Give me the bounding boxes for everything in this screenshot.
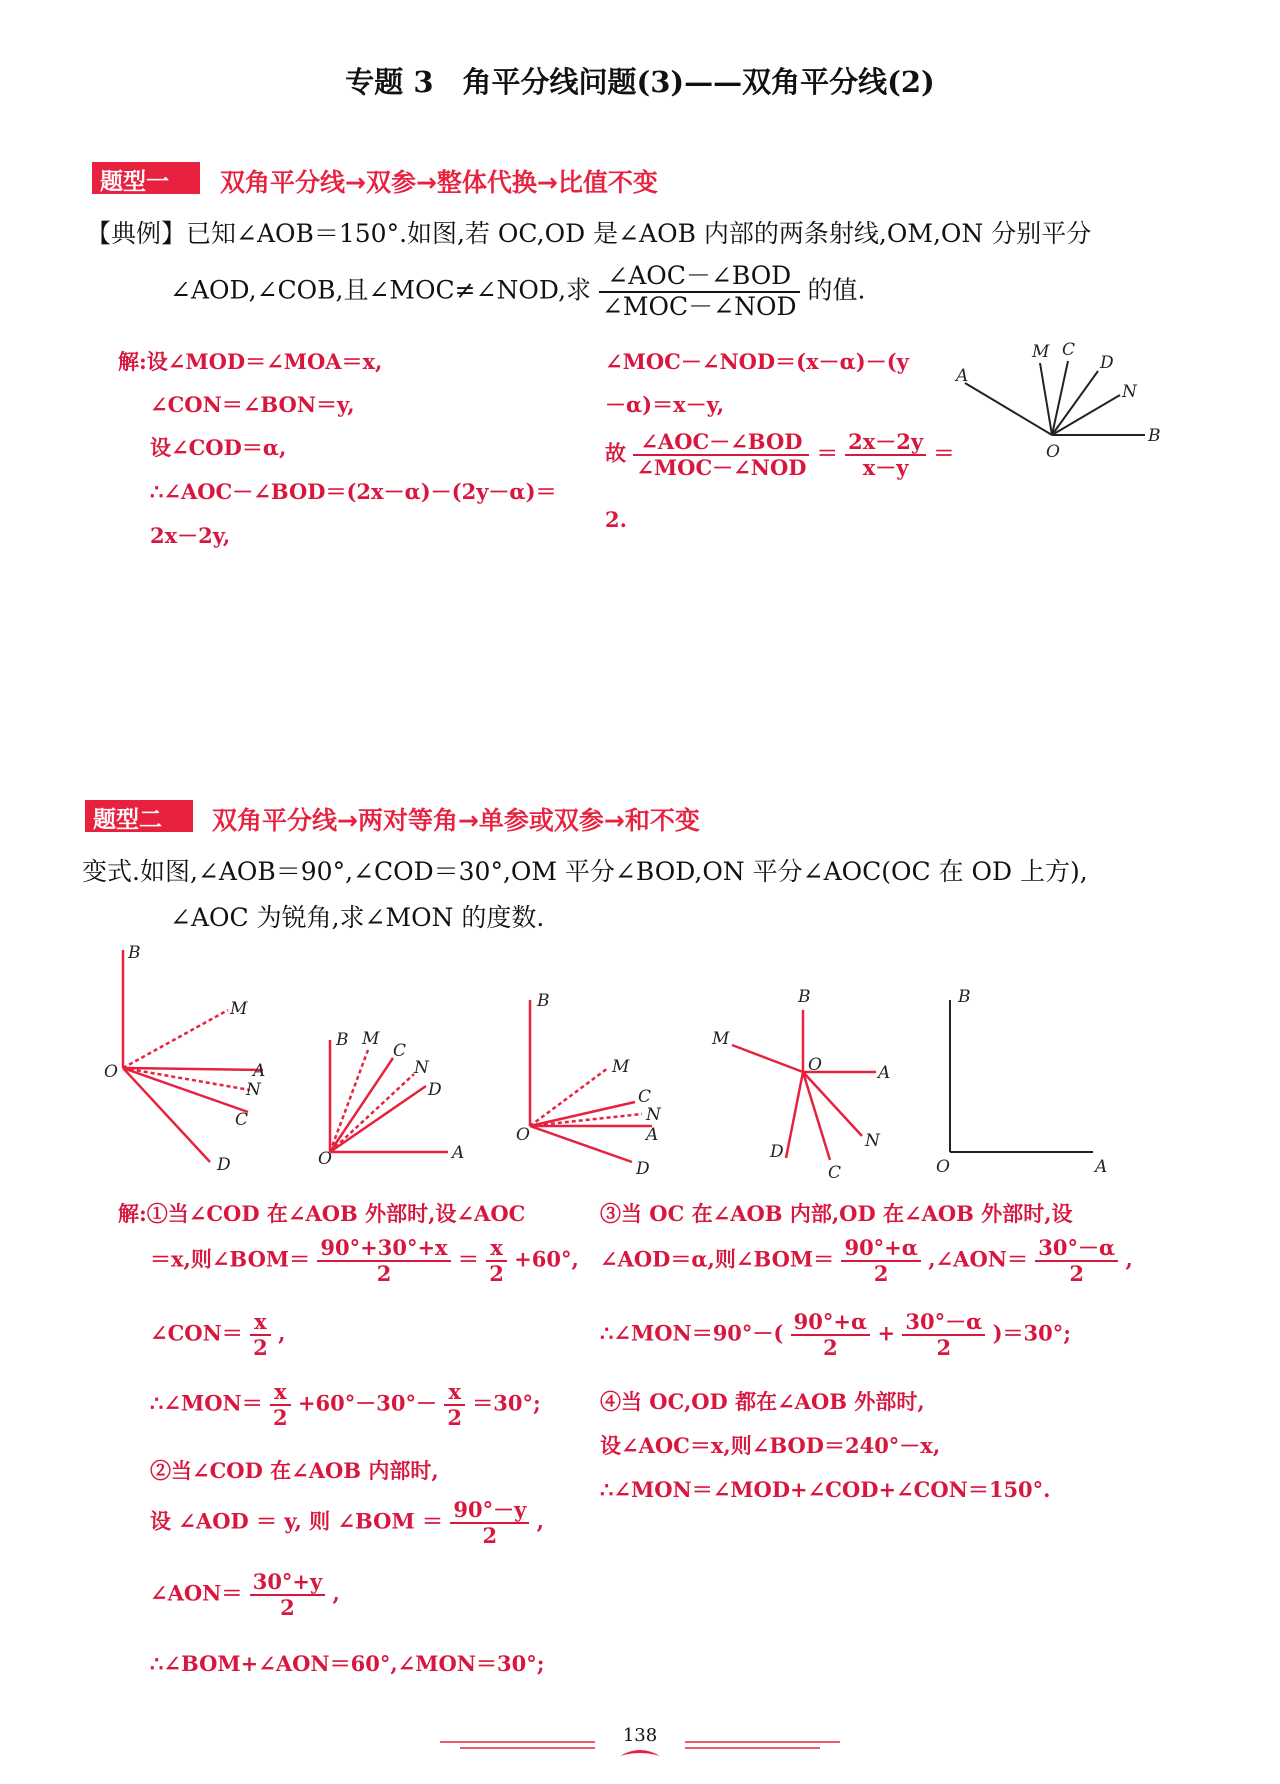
type2-sol-left-2 [150,1236,579,1286]
type1-problem-line2-post: 的值. [807,275,866,305]
fraction-denominator: 2 [280,1595,295,1621]
fraction-numerator: ∠AOC－∠BOD [599,262,800,293]
label-b: B [336,1030,349,1050]
ray-om [732,1045,803,1072]
fraction [450,1498,529,1548]
fraction-denominator: 2 [489,1261,504,1287]
fraction-denominator: x－y [862,455,909,481]
type1-problem-fraction [599,262,800,322]
text: 设 ∠AOD ＝ y, 则 ∠BOM ＝ [150,1508,444,1534]
figure-5 [936,987,1107,1177]
label-n: N [1122,382,1137,402]
label-m: M [362,1029,380,1049]
text: ∴∠MON＝90°－( [600,1320,784,1346]
type1-sol-left-2: ∠CON＝∠BON＝y, [150,392,355,417]
label-o: O [1046,442,1060,462]
type2-sol-left-8: ∴∠BOM+∠AON＝60°,∠MON＝30°; [150,1651,545,1676]
fraction-numerator: x [270,1380,291,1406]
label-a: A [646,1125,659,1145]
type2-sol-right-2 [600,1236,1133,1286]
label-o: O [808,1055,822,1075]
label-b: B [1148,426,1161,446]
label-c: C [235,1110,249,1130]
type1-sol-right-4: 2. [605,507,627,532]
fraction-numerator: x [486,1236,507,1262]
text: + [877,1320,896,1346]
text: , [332,1580,340,1606]
fraction-denominator: 2 [482,1523,498,1549]
type2-sol-right-3 [600,1310,1071,1360]
label-b: B [958,987,971,1007]
text: +60°, [514,1246,579,1272]
label-b: B [537,991,550,1011]
type2-badge: 题型二 [85,800,193,832]
type2-sol-right-4: ④当 OC,OD 都在∠AOB 外部时, [600,1389,925,1414]
ray-on [530,1114,642,1126]
text: ∠AOD＝α,则∠BOM＝ [600,1246,835,1272]
fraction-denominator: 2 [253,1335,268,1361]
ray-om [1040,363,1052,435]
type1-badge: 题型一 [92,162,200,194]
label-n: N [414,1058,429,1078]
type1-problem-line2-pre: ∠AOD,∠COB,且∠MOC≠∠NOD,求 [170,275,592,305]
fraction-numerator: 30°－α [1035,1236,1118,1262]
fraction [902,1310,985,1360]
ray-on [1052,395,1120,435]
page-number: 138 [622,1725,658,1746]
fraction [845,430,926,480]
type2-heading: 双角平分线→两对等角→单参或双参→和不变 [212,806,700,835]
equals-sign: ＝ [457,1246,479,1272]
label-o: O [104,1062,118,1082]
fraction-denominator: 2 [376,1261,392,1287]
label-o: O [318,1149,332,1169]
type2-sol-left-3 [150,1310,285,1360]
text: +60°－30°－ [297,1390,437,1416]
label-n: N [865,1131,880,1151]
fraction-numerator: x [250,1310,271,1336]
fraction-denominator: 2 [273,1405,288,1431]
label-d: D [770,1142,784,1162]
fraction-denominator: 2 [873,1261,889,1287]
type2-problem-line1: 变式.如图,∠AOB＝90°,∠COD＝30°,OM 平分∠BOD,ON 平分∠AOC(OC 在 OD 上方), [82,857,1088,886]
ray-od [530,1126,632,1162]
equals-sign: ＝ [933,440,955,466]
ray-om [123,1010,228,1068]
text: ∴∠MON＝ [150,1390,263,1416]
type1-sol-right-2: －α)＝x－y, [605,392,725,417]
fraction [486,1236,507,1286]
text: , [278,1320,286,1346]
type1-heading: 双角平分线→双参→整体代换→比值不变 [220,168,658,197]
fraction-denominator: 2 [936,1335,952,1361]
ray-oc [530,1102,635,1126]
fraction [250,1570,326,1620]
label-n: N [646,1105,661,1125]
text-gu: 故 [605,440,626,466]
text: ∠AON＝ [150,1580,243,1606]
fraction-numerator: 30°－α [902,1310,985,1336]
type1-sol-left-1: 解:设∠MOD＝∠MOA＝x, [118,349,383,374]
type2-sol-left-1: 解:①当∠COD 在∠AOB 外部时,设∠AOC [118,1201,526,1226]
type2-sol-left-7 [150,1570,340,1620]
figure-4 [711,987,890,1180]
fraction [270,1380,291,1430]
label-c: C [1062,340,1076,360]
figure-2 [318,1029,464,1169]
type1-sol-right-1: ∠MOC－∠NOD＝(x－α)－(y [605,349,909,374]
type2-sol-left-5: ②当∠COD 在∠AOB 内部时, [150,1458,439,1483]
fraction [633,430,809,480]
fraction-denominator: 2 [1069,1261,1085,1287]
fraction [250,1310,271,1360]
type1-sol-left-4: ∴∠AOC－∠BOD＝(2x－α)－(2y－α)＝ [150,479,557,504]
label-a: A [878,1063,891,1083]
label-d: D [428,1080,442,1100]
fraction-numerator: 2x－2y [845,430,926,456]
type2-sol-left-6 [150,1498,544,1548]
type2-figures [100,940,1180,1180]
text: )＝30°; [992,1320,1072,1346]
page-title: 专题 3 角平分线问题(3)——双角平分线(2) [345,65,935,99]
figure-3 [516,991,662,1179]
type1-angle-figure [950,335,1170,465]
ray-on [330,1074,414,1152]
fraction-numerator: 90°+α [841,1236,920,1262]
label-m: M [712,1029,730,1049]
type2-sol-right-1: ③当 OC 在∠AOB 内部,OD 在∠AOB 外部时,设 [600,1201,1073,1226]
fraction-numerator: ∠AOC－∠BOD [633,430,809,456]
type2-sol-right-6: ∴∠MON＝∠MOD+∠COD+∠CON＝150°. [600,1477,1051,1502]
type1-sol-left-3: 设∠COD＝α, [150,435,287,460]
label-a: A [253,1061,266,1081]
type1-sol-right-3 [605,430,954,480]
fraction-denominator: ∠MOC－∠NOD [636,455,807,481]
fraction-denominator: 2 [823,1335,838,1361]
label-o: O [936,1157,950,1177]
ray-oa [123,1068,263,1070]
text: ,∠AON＝ [928,1246,1028,1272]
fraction [791,1310,870,1360]
label-b: B [798,987,811,1007]
ray-om [330,1050,368,1152]
label-c: C [638,1087,652,1107]
ray-oc [330,1058,393,1152]
label-d: D [217,1155,231,1175]
label-b: B [128,943,141,963]
fraction-denominator: 2 [447,1405,462,1431]
fraction-denominator: ∠MOC－∠NOD [601,291,797,321]
label-o: O [516,1125,530,1145]
type1-sol-left-5: 2x－2y, [150,523,231,548]
type2-problem-line2: ∠AOC 为锐角,求∠MON 的度数. [170,903,545,932]
type2-sol-right-5: 设∠AOC＝x,则∠BOD＝240°－x, [600,1433,941,1458]
fraction-numerator: 90°－y [450,1498,529,1524]
label-a: A [956,366,969,386]
label-c: C [393,1041,407,1061]
type2-sol-left-4 [150,1380,541,1430]
figure-1 [104,943,265,1175]
type1-problem-line1: 【典例】已知∠AOB＝150°.如图,若 OC,OD 是∠AOB 内部的两条射线,OM,ON 分别平分 [86,219,1092,248]
equals-sign: ＝ [816,440,838,466]
ray-od [786,1072,803,1158]
fraction-numerator: x [444,1380,465,1406]
fraction [841,1236,920,1286]
label-c: C [828,1163,842,1180]
type1-problem-line2 [170,262,865,322]
ray-oa [965,383,1052,435]
label-m: M [1032,342,1050,362]
text: , [1125,1246,1133,1272]
ray-on [123,1068,250,1090]
label-n: N [246,1080,261,1100]
label-m: M [230,999,248,1019]
fraction-numerator: 30°+y [250,1570,326,1596]
fraction [444,1380,465,1430]
text: ＝x,则∠BOM＝ [150,1246,311,1272]
label-a: A [452,1143,465,1163]
text: ＝30°; [472,1390,541,1416]
ray-od [330,1086,426,1152]
fraction [317,1236,450,1286]
label-a: A [1095,1157,1108,1177]
text: ∠CON＝ [150,1320,243,1346]
text: , [536,1508,544,1534]
fraction [1035,1236,1118,1286]
label-m: M [612,1057,630,1077]
label-d: D [636,1159,650,1179]
fraction-numerator: 90°+α [791,1310,870,1336]
fraction-numerator: 90°+30°+x [317,1236,450,1262]
label-d: D [1100,353,1114,373]
